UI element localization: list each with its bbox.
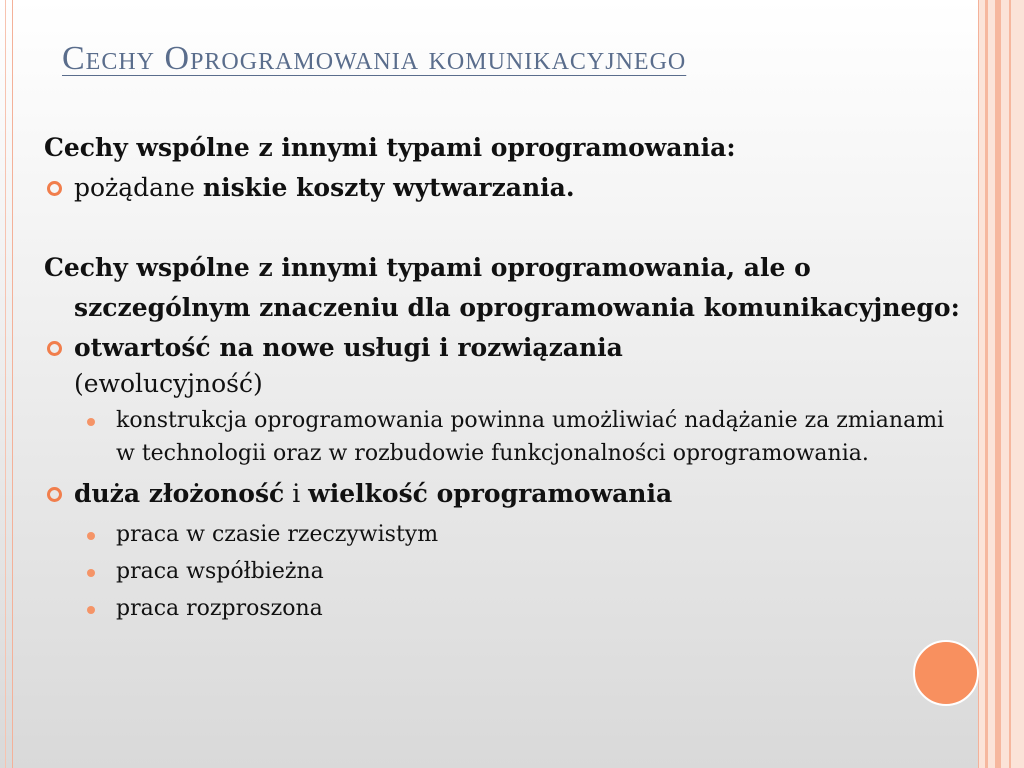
sub-bullet-dot-icon [87,418,95,426]
bullet-ring-icon [47,181,62,196]
slide-title: Cechy Oprogramowania komunikacyjnego [62,40,687,77]
sub-bullet-text: praca w czasie rzeczywistym [116,522,439,547]
sub-bullet-text: konstrukcja oprogramowania powinna umożliwiać nadążanie za zmianami w technologii oraz w rozbudowie funkcjonalności oprogramowania. [116,408,945,466]
left-border-decoration [0,0,13,768]
decor-stripe [995,0,1001,768]
bullet-complexity [44,474,964,514]
sub-bullet-dot-icon [87,532,95,540]
accent-circle [913,640,979,706]
right-side-decoration [978,0,1024,768]
bullet-low-cost [44,168,964,208]
sub-bullet-dot-icon [87,606,95,614]
sub-bullet-text: praca rozproszona [116,596,323,621]
bullet-openness [44,328,964,400]
sub-bullet-item [44,518,964,551]
bullet-openness-bold: otwartość na nowe usługi i rozwiązania [74,333,623,362]
sub-bullet-item [44,592,964,625]
bullet-complexity-mid: i [284,479,309,508]
bullet-openness-normal: (ewolucyjność) [74,369,263,398]
slide-content [44,128,964,625]
bullet-ring-icon [47,487,62,502]
sub-bullet-text: praca współbieżna [116,559,324,584]
bullet-complexity-bold2: wielkość oprogramowania [308,479,673,508]
decor-stripe [1009,0,1011,768]
section2-heading: Cechy wspólne z innymi typami oprogramowania, ale o szczególnym znaczeniu dla oprogramowania komunikacyjnego: [44,253,960,322]
bullet-low-cost-normal: pożądane [74,173,203,202]
sub-bullet-dot-icon [87,569,95,577]
bullet-complexity-bold1: duża złożoność [74,479,285,508]
sub-bullet-item [44,555,964,588]
decor-stripe [985,0,988,768]
bullet-ring-icon [47,341,62,356]
bullet-low-cost-bold: niskie koszty wytwarzania. [202,173,575,202]
sub-bullet-item [44,404,964,470]
section1-heading: Cechy wspólne z innymi typami oprogramowania: [44,133,736,162]
